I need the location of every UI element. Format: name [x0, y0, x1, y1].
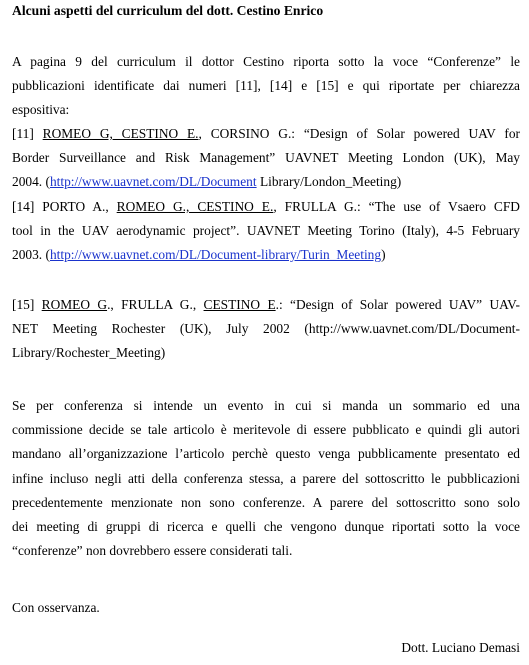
intro-paragraph — [12, 50, 520, 123]
signature: Dott. Luciano Demasi — [401, 640, 520, 655]
ref11-line3-pre: 2004. ( — [12, 174, 50, 190]
reference-14 — [12, 195, 520, 268]
reference-15 — [12, 293, 520, 366]
document-title: Alcuni aspetti del curriculum del dott. Cestino Enrico — [12, 3, 324, 18]
ref11-number: [11] — [12, 126, 43, 141]
ref14-line3-post: ) — [381, 247, 386, 263]
body-line-2: commissione decide se tale articolo è meritevole di essere pubblicato e quindi gli autori — [12, 422, 520, 438]
ref15-line-3: Library/Rochester_Meeting) — [12, 345, 166, 361]
ref15-underlined-author-2: CESTINO E — [203, 297, 276, 312]
ref14-underlined-authors: ROMEO G., CESTINO E. — [116, 199, 274, 214]
reference-11 — [12, 122, 520, 195]
ref11-line-3 — [12, 170, 520, 194]
body-line-6: dei meeting di gruppi di ricerca e quelli che vengono dunque riportati sotto la voce — [12, 518, 520, 534]
intro-line-3: espositiva: — [12, 102, 70, 118]
body-line-7: “conferenze” non dovrebbero essere considerati tali. — [12, 543, 293, 559]
body-line-5: precedentemente menzionate non sono conferenze. A parere del sottoscritto sono solo — [12, 494, 520, 510]
ref11-authors-rest: , CORSINO G.: “Design of Solar powered UAV for — [198, 126, 520, 141]
ref15-rest: .: “Design of Solar powered UAV” UAV- — [275, 297, 520, 312]
body-line-4: infine incluso negli atti della conferenza stessa, a parere del sottoscritto le pubblicazioni — [12, 470, 520, 486]
ref15-underlined-author-1: ROMEO G — [41, 297, 108, 312]
ref11-line-2: Border Surveillance and Risk Management” UAVNET Meeting London (UK), May — [12, 150, 520, 166]
ref14-link[interactable]: http://www.uavnet.com/DL/Document-library/Turin_Meeting — [49, 247, 382, 263]
ref15-line-2: NET Meeting Rochester (UK), July 2002 (http://www.uavnet.com/DL/Document- — [12, 321, 520, 337]
body-line-1: Se per conferenza si intende un evento in cui si manda un sommario ed una — [12, 398, 520, 413]
ref14-pre: [14] PORTO A., — [12, 199, 117, 214]
ref11-line3-post: Library/London_Meeting) — [256, 174, 402, 190]
body-paragraph — [12, 394, 520, 563]
ref14-rest: , FRULLA G.: “The use of Vsaero CFD — [273, 199, 520, 214]
ref15-mid: ., FRULLA G., — [107, 297, 204, 312]
ref14-line3-pre: 2003. ( — [12, 247, 50, 263]
body-line-3: mandano all’organizzazione l’articolo perchè questo venga pubblicamente presentato ed — [12, 446, 520, 462]
ref14-line-1 — [12, 195, 520, 219]
intro-line-1: A pagina 9 del curriculum il dottor Cestino riporta sotto la voce “Conferenze” le — [12, 54, 520, 69]
ref15-line-1 — [12, 293, 520, 317]
ref11-link[interactable]: http://www.uavnet.com/DL/Document — [49, 174, 257, 190]
ref14-line-2: tool in the UAV aerodynamic project”. UAVNET Meeting Torino (Italy), 4-5 February — [12, 223, 520, 239]
ref11-underlined-authors: ROMEO G, CESTINO E. — [42, 126, 199, 141]
intro-line-2: pubblicazioni identificate dai numeri [11], [14] e [15] e qui riportate per chiarezza — [12, 78, 520, 94]
ref11-line-1 — [12, 122, 520, 146]
ref14-line-3 — [12, 243, 520, 267]
closing-salutation: Con osservanza. — [12, 600, 100, 615]
ref15-number: [15] — [12, 297, 42, 312]
